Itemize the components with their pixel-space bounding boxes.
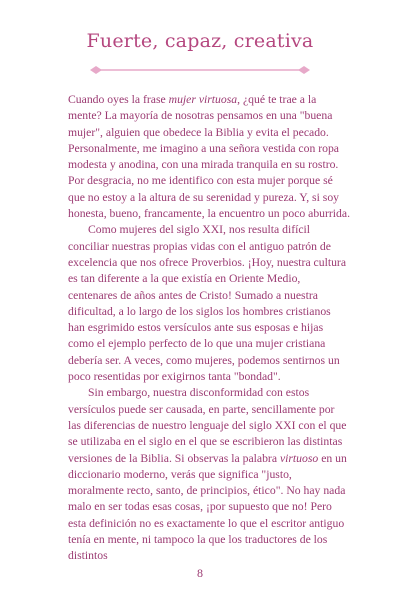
page-number: 8 [197,566,203,580]
paragraph-3: Sin embargo, nuestra disconformidad con estos versículos puede ser causada, en parte, sencillamente por las diferencias de nuestro lenguaje del siglo XXI con el que se utilizaba en el siglo en el que se escribieron las distintas versiones de la Biblia. Si observas la palabra virtuoso en un diccionario moderno, verás que significa "justo, moralmente recto, santo, de principios, ético". No hay nada malo en ser todas esas cosas, ¡por supuesto que no! Pero esta definición no es exactamente lo que el escritor antiguo tenía en mente, ni tampoco la que los traductores de los distintos [68,386,347,563]
paragraph-2: Como mujeres del siglo XXI, nos resulta difícil conciliar nuestras propias vidas con el antiguo patrón de excelencia que nos ofrece Proverbios. ¡Hoy, nuestra cultura es tan diferente a la que existía en Oriente Medio, centenares de años antes de Cristo! Sumado a nuestra dificultad, a lo largo de los siglos los hombres cristianos han esgrimido estos versículos ante sus esposas e hijas como el ejemplo perfecto de lo que una mujer cristiana debería ser. A veces, como mujeres, podemos sentirnos un poco resentidas por exigirnos tanta "bondad". [68,223,347,384]
italic-word: virtuoso [279,451,319,465]
chapter-title: Fuerte, capaz, creativa [86,30,314,52]
body-text [68,92,350,565]
italic-phrase: mujer virtuosa [168,93,238,106]
paragraph-1: Cuando oyes la frase mujer virtuosa, ¿qué te trae a la mente? La mayoría de nosotras pensamos en una "buena mujer", alguien que obedece la Biblia y evita el pecado. Personalmente, me imagino a una señora vestida con ropa modesta y anodina, con una mirada tranquila en su rostro. Por desgracia, no me identifico con esta mujer porque sé que no estoy a la altura de su serenidad y pureza. Y, si soy honesta, bueno, francamente, la encuentro un poco aburrida. [68,93,351,221]
decorative-divider-ornament [88,64,312,76]
